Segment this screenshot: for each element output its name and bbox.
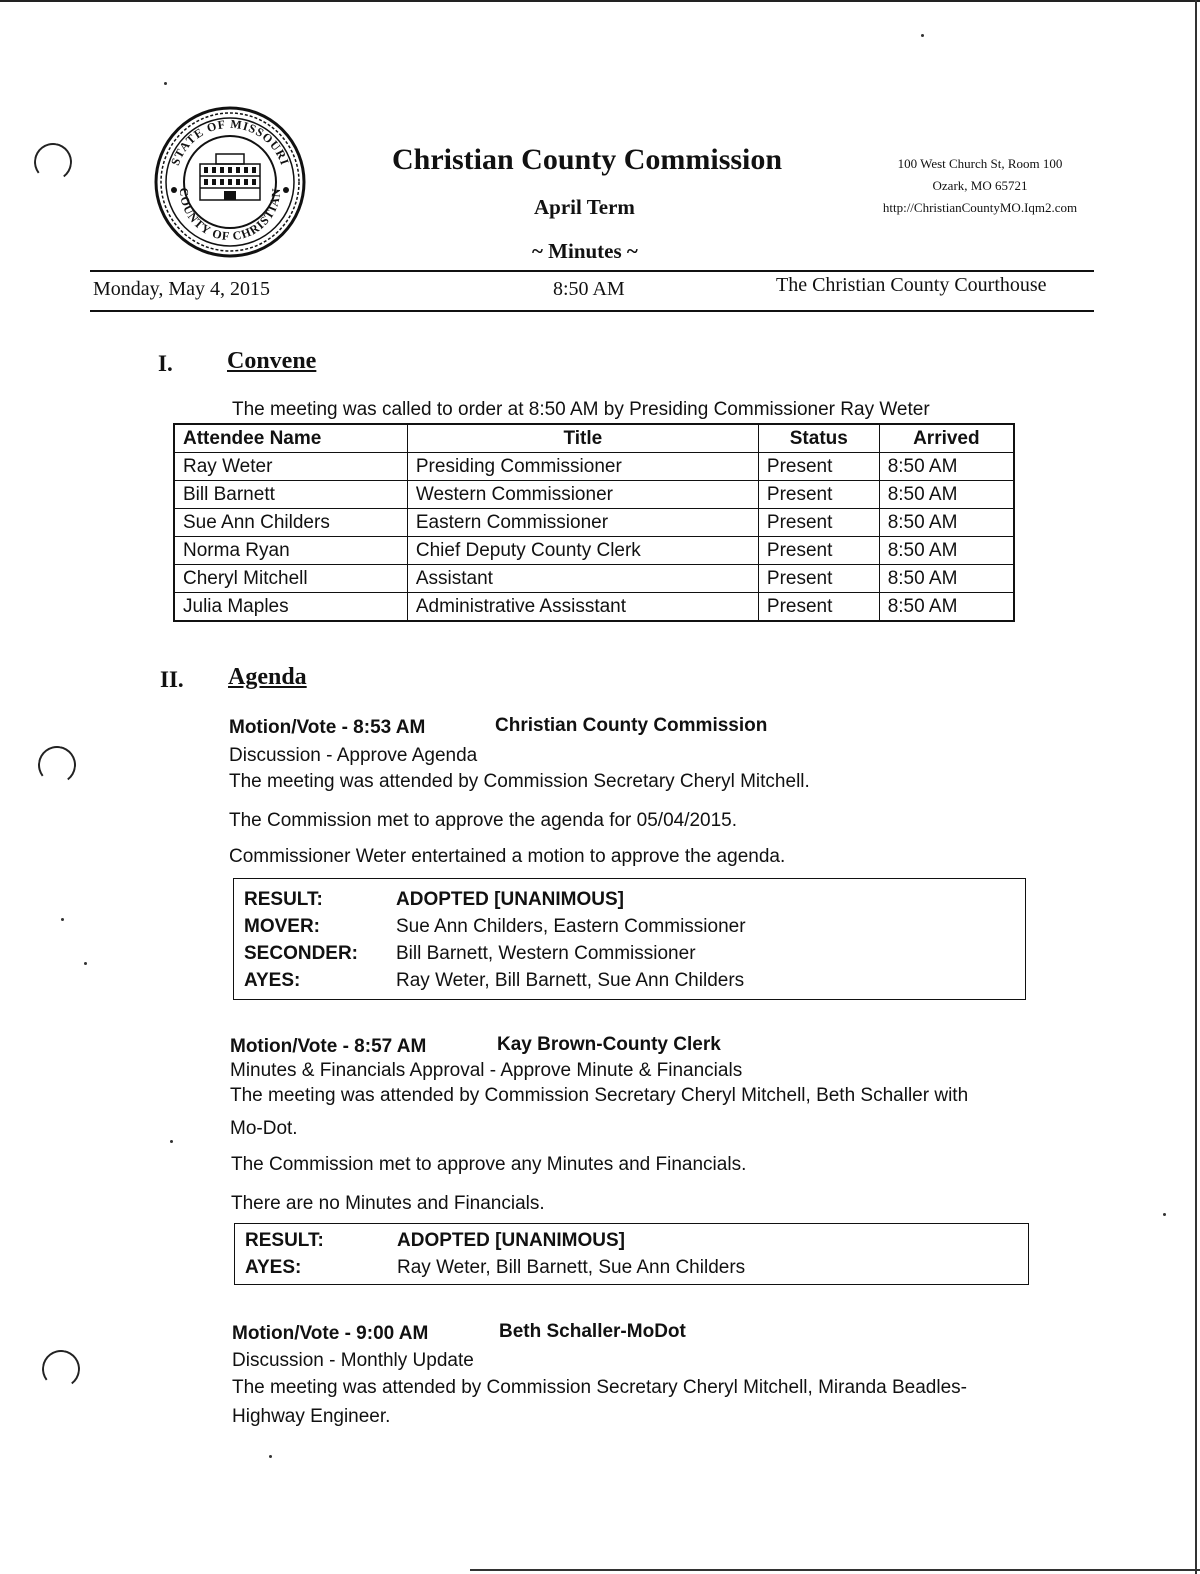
scan-edge [470, 1569, 1200, 1571]
motion-heading: Motion/Vote - 9:00 AM [232, 1323, 429, 1344]
column-header: Arrived [879, 424, 1014, 453]
vote-value: Sue Ann Childers, Eastern Commissioner [396, 915, 746, 937]
speck [921, 34, 924, 37]
punch-hole [40, 1348, 83, 1391]
motion-attendance: The meeting was attended by Commission Secretary Cheryl Mitchell. [229, 771, 810, 792]
attendee-name: Ray Weter [174, 453, 407, 481]
motion-presenter: Christian County Commission [495, 715, 768, 736]
speck [170, 1140, 173, 1143]
table-row [174, 565, 1014, 593]
meeting-time: 8:50 AM [553, 278, 625, 300]
table-header-row [174, 424, 1014, 453]
term-label: April Term [534, 195, 635, 219]
attendee-arrived: 8:50 AM [879, 453, 1014, 481]
motion-heading: Motion/Vote - 8:57 AM [230, 1036, 427, 1057]
motion-discussion: Discussion - Approve Agenda [229, 745, 478, 766]
attendee-name: Norma Ryan [174, 537, 407, 565]
section-number: II. [160, 667, 184, 692]
vote-result-box [234, 1223, 1029, 1285]
column-header: Status [758, 424, 879, 453]
motion-paragraph: There are no Minutes and Financials. [231, 1193, 545, 1214]
motion-presenter: Beth Schaller-MoDot [499, 1321, 686, 1342]
section-title-convene: Convene [227, 348, 317, 374]
attendee-name: Bill Barnett [174, 481, 407, 509]
attendee-status: Present [758, 453, 879, 481]
svg-text:STATE OF MISSOURI: STATE OF MISSOURI [167, 116, 293, 168]
motion-attendance: Highway Engineer. [232, 1406, 391, 1427]
vote-value: Ray Weter, Bill Barnett, Sue Ann Childers [396, 969, 745, 991]
commission-title: Christian County Commission [392, 143, 783, 176]
motion-attendance: Mo-Dot. [230, 1118, 298, 1139]
minutes-label: ~ Minutes ~ [532, 239, 638, 263]
vote-key: SECONDER: [244, 942, 359, 964]
attendee-arrived: 8:50 AM [879, 593, 1014, 622]
convene-intro: The meeting was called to order at 8:50 AM by Presiding Commissioner Ray Weter [232, 399, 930, 420]
address-line: Ozark, MO 65721 [932, 178, 1028, 193]
address-block [840, 153, 1120, 219]
attendee-status: Present [758, 509, 879, 537]
website-link[interactable]: http://ChristianCountyMO.Iqm2.com [882, 200, 1078, 215]
punch-hole [36, 744, 79, 787]
attendee-name: Sue Ann Childers [174, 509, 407, 537]
table-row [174, 509, 1014, 537]
attendee-arrived: 8:50 AM [879, 537, 1014, 565]
speck [61, 918, 64, 921]
vote-row [234, 940, 746, 967]
attendee-title: Eastern Commissioner [407, 509, 758, 537]
header-rule [90, 310, 1094, 312]
table-row [174, 537, 1014, 565]
attendee-title: Assistant [407, 565, 758, 593]
table-row [174, 593, 1014, 622]
motion-discussion: Minutes & Financials Approval - Approve Minute & Financials [230, 1060, 743, 1081]
motion-presenter: Kay Brown-County Clerk [497, 1034, 721, 1055]
motion-heading: Motion/Vote - 8:53 AM [229, 717, 426, 738]
speck [269, 1455, 272, 1458]
table-row [174, 481, 1014, 509]
vote-key: MOVER: [244, 915, 320, 937]
vote-row [235, 1227, 745, 1254]
speck [84, 962, 87, 965]
speck [164, 82, 167, 85]
vote-value: Ray Weter, Bill Barnett, Sue Ann Childers [397, 1256, 746, 1278]
vote-value: ADOPTED [UNANIMOUS] [396, 888, 624, 910]
vote-key: RESULT: [244, 888, 323, 910]
meeting-date: Monday, May 4, 2015 [93, 278, 271, 300]
motion-paragraph: Commissioner Weter entertained a motion to approve the agenda. [229, 846, 786, 867]
attendee-status: Present [758, 537, 879, 565]
motion-discussion: Discussion - Monthly Update [232, 1350, 474, 1371]
vote-value: Bill Barnett, Western Commissioner [396, 942, 696, 964]
motion-attendance: The meeting was attended by Commission Secretary Cheryl Mitchell, Beth Schaller with [230, 1085, 969, 1106]
vote-row [235, 1254, 745, 1281]
motion-attendance: The meeting was attended by Commission Secretary Cheryl Mitchell, Miranda Beadles- [232, 1377, 967, 1398]
attendee-name: Cheryl Mitchell [174, 565, 407, 593]
column-header: Title [407, 424, 758, 453]
vote-key: AYES: [244, 969, 301, 991]
header-rule [90, 270, 1094, 272]
attendee-arrived: 8:50 AM [879, 509, 1014, 537]
column-header: Attendee Name [174, 424, 407, 453]
table-row [174, 453, 1014, 481]
punch-hole [32, 141, 75, 184]
attendee-name: Julia Maples [174, 593, 407, 622]
attendee-status: Present [758, 593, 879, 622]
vote-value: ADOPTED [UNANIMOUS] [397, 1229, 625, 1251]
scan-edge [0, 0, 1200, 2]
vote-key: RESULT: [245, 1229, 324, 1251]
attendee-title: Administrative Assisstant [407, 593, 758, 622]
attendee-status: Present [758, 565, 879, 593]
meeting-location: The Christian County Courthouse [776, 274, 1047, 296]
vote-row [234, 967, 746, 994]
motion-paragraph: The Commission met to approve the agenda for 05/04/2015. [229, 810, 738, 831]
vote-result-box [233, 878, 1026, 1000]
section-number: I. [158, 351, 173, 376]
scan-edge [1195, 0, 1197, 1574]
attendee-arrived: 8:50 AM [879, 565, 1014, 593]
section-title-agenda: Agenda [228, 664, 307, 690]
attendee-title: Presiding Commissioner [407, 453, 758, 481]
county-seal-logo [154, 106, 306, 258]
svg-text:COUNTY OF CHRISTIAN: COUNTY OF CHRISTIAN [176, 187, 284, 244]
vote-row [234, 913, 746, 940]
attendee-title: Western Commissioner [407, 481, 758, 509]
attendee-title: Chief Deputy County Clerk [407, 537, 758, 565]
attendee-status: Present [758, 481, 879, 509]
vote-key: AYES: [245, 1256, 302, 1278]
speck [1163, 1213, 1166, 1216]
attendee-table [173, 423, 1015, 622]
motion-paragraph: The Commission met to approve any Minutes and Financials. [231, 1154, 747, 1175]
address-line: 100 West Church St, Room 100 [897, 156, 1063, 171]
attendee-arrived: 8:50 AM [879, 481, 1014, 509]
vote-row [234, 886, 746, 913]
